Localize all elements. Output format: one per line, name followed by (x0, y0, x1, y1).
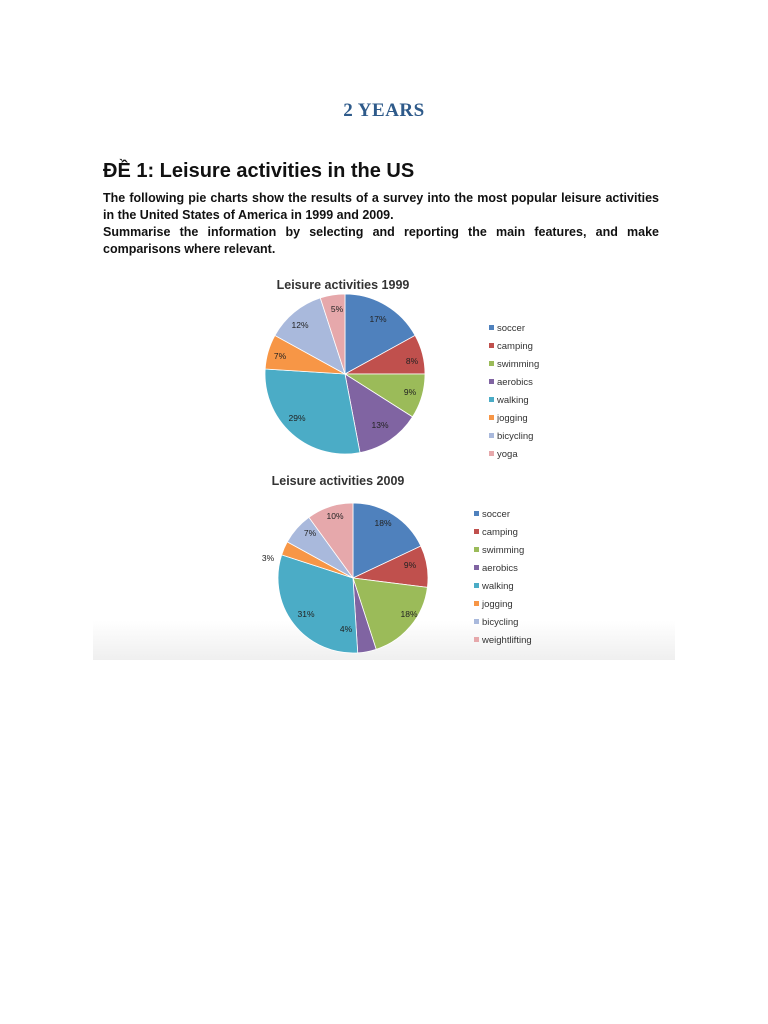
chart-title: Leisure activities 2009 (271, 474, 405, 488)
slice-label-aerobics: 4% (339, 624, 353, 634)
slice-label-jogging: 7% (273, 351, 287, 361)
legend-label-jogging: jogging (497, 413, 528, 424)
pie-chart-2 (262, 474, 532, 653)
legend-swatch-swimming (489, 361, 494, 366)
legend-swatch-bicycling (489, 433, 494, 438)
legend-swatch-soccer (474, 511, 479, 516)
slice-label-walking: 31% (297, 609, 315, 619)
slice-label-swimming: 9% (403, 387, 417, 397)
legend-label-soccer: soccer (497, 323, 525, 334)
pie-charts-svg (93, 268, 675, 660)
pie-slice-walking (265, 369, 360, 454)
legend-label-walking: walking (497, 395, 529, 406)
legend-label-aerobics: aerobics (482, 563, 518, 574)
legend-swatch-jogging (489, 415, 494, 420)
slice-label-bicycling: 12% (291, 320, 309, 330)
task-paragraph-1: The following pie charts show the results of a survey into the most popular leisure activities in the United States of America in 1999 and 2009. (103, 191, 659, 222)
chart-panel (93, 268, 675, 660)
legend-label-camping: camping (482, 527, 518, 538)
legend-label-bicycling: bicycling (482, 617, 519, 628)
legend-swatch-bicycling (474, 619, 479, 624)
slice-label-swimming: 18% (400, 609, 418, 619)
slice-label-walking: 29% (288, 413, 306, 423)
slice-label-camping: 8% (405, 356, 419, 366)
task-heading: ĐỀ 1: Leisure activities in the US (103, 160, 415, 182)
legend-swatch-walking (489, 397, 494, 402)
legend-swatch-weightlifting (474, 637, 479, 642)
legend-label-walking: walking (482, 581, 514, 592)
slice-label-soccer: 18% (374, 518, 392, 528)
legend-swatch-jogging (474, 601, 479, 606)
legend-label-camping: camping (497, 341, 533, 352)
legend-label-aerobics: aerobics (497, 377, 533, 388)
legend-swatch-aerobics (489, 379, 494, 384)
legend-label-swimming: swimming (497, 359, 540, 370)
page-title: 2 YEARS (343, 100, 425, 121)
legend-label-yoga: yoga (497, 449, 518, 460)
legend-label-bicycling: bicycling (497, 431, 534, 442)
legend-swatch-walking (474, 583, 479, 588)
legend-label-swimming: swimming (482, 545, 525, 556)
legend-label-soccer: soccer (482, 509, 510, 520)
legend-swatch-soccer (489, 325, 494, 330)
legend-swatch-yoga (489, 451, 494, 456)
chart-title: Leisure activities 1999 (276, 278, 410, 292)
legend-swatch-camping (489, 343, 494, 348)
legend-swatch-camping (474, 529, 479, 534)
slice-label-weightlifting: 10% (326, 511, 344, 521)
slice-label-jogging: 3% (261, 553, 275, 563)
legend-label-jogging: jogging (482, 599, 513, 610)
slice-label-yoga: 5% (330, 304, 344, 314)
legend-swatch-swimming (474, 547, 479, 552)
slice-label-aerobics: 13% (371, 420, 389, 430)
slice-label-bicycling: 7% (303, 528, 317, 538)
task-paragraph-2: Summarise the information by selecting and reporting the main features, and make comparisons where relevant. (103, 225, 659, 256)
pie-chart-1 (265, 278, 539, 460)
legend-label-weightlifting: weightlifting (482, 635, 532, 646)
task-description (103, 190, 659, 258)
slice-label-camping: 9% (403, 560, 417, 570)
slice-label-soccer: 17% (369, 314, 387, 324)
legend-swatch-aerobics (474, 565, 479, 570)
